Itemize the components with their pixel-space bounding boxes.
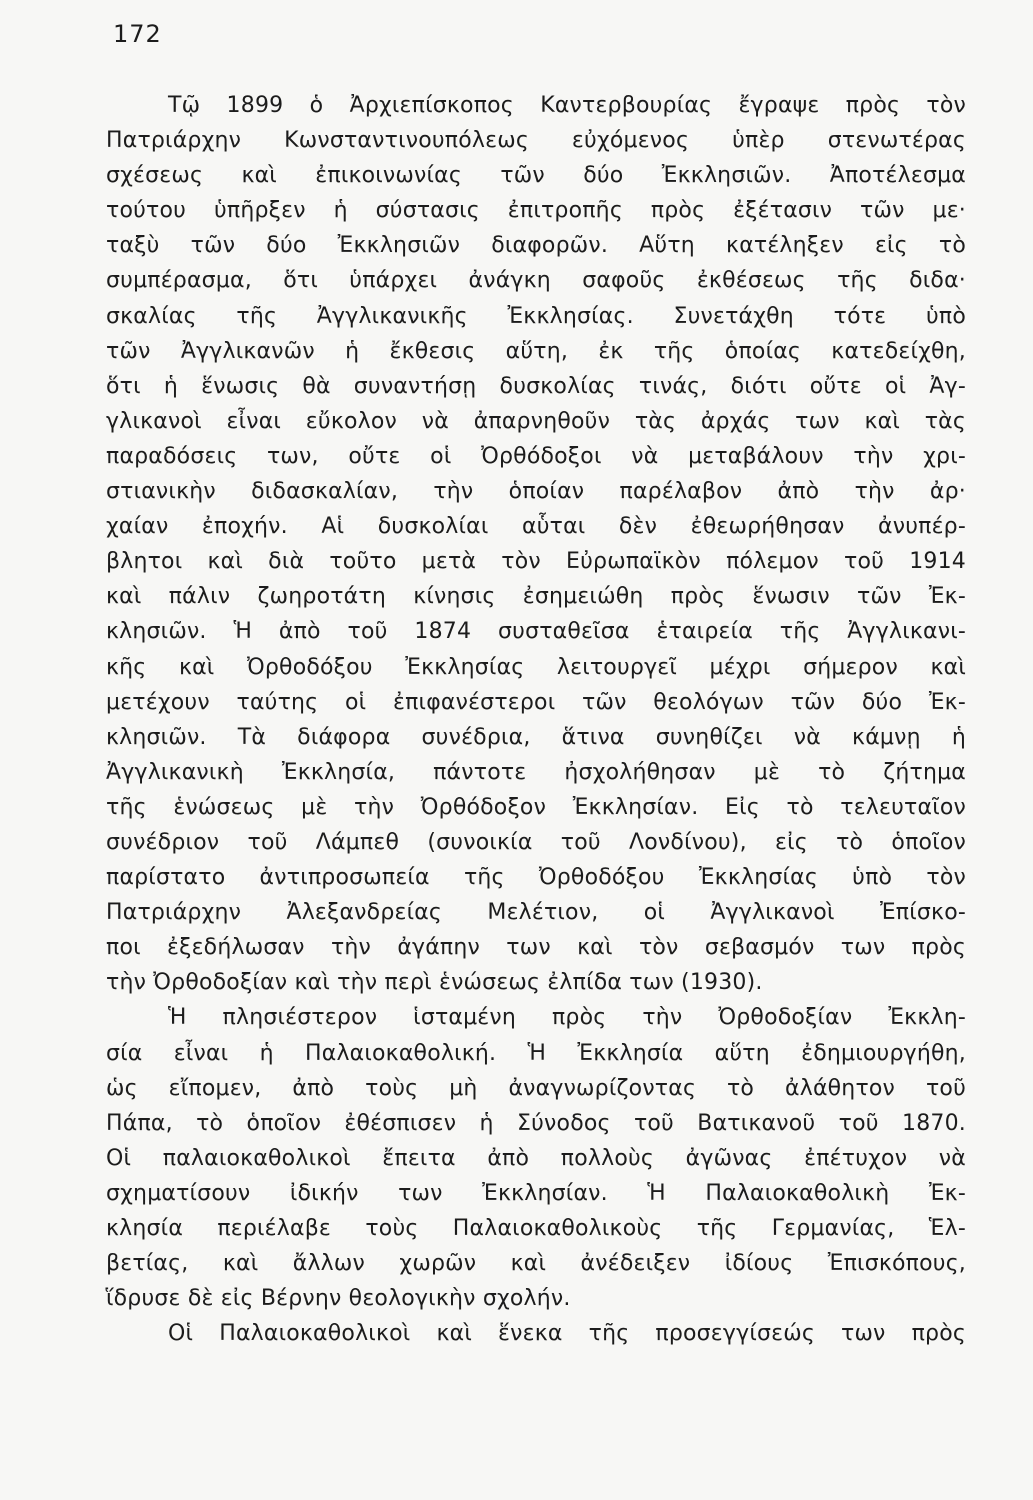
text-line: βλητοι καὶ διὰ τοῦτο μετὰ τὸν Εὐρωπαϊκὸν πόλεμον τοῦ 1914 [106, 549, 966, 575]
text-line: Οἱ παλαιοκαθολικοὶ ἔπειτα ἀπὸ πολλοὺς ἀγῶνας ἐπέτυχον νὰ [106, 1145, 966, 1171]
text-line: Τῷ 1899 ὁ Ἀρχιεπίσκοπος Καντερβουρίας ἔγραψε πρὸς τὸν [168, 93, 966, 118]
text-line: σχηματίσουν ἰδικήν των Ἐκκλησίαν. Ἡ Παλαιοκαθολικὴ Ἐκ- [106, 1180, 966, 1206]
text-line: συμπέρασμα, ὅτι ὑπάρχει ἀνάγκη σαφοῦς ἐκθέσεως τῆς διδα· [106, 268, 966, 294]
text-line: ὡς εἴπομεν, ἀπὸ τοὺς μὴ ἀναγνωρίζοντας τὸ ἀλάθητον τοῦ [106, 1075, 966, 1101]
text-line: σκαλίας τῆς Ἀγγλικανικῆς Ἐκκλησίας. Συνετάχθη τότε ὑπὸ [106, 303, 966, 329]
text-line: κῆς καὶ Ὀρθοδόξου Ἐκκλησίας λειτουργεῖ μέχρι σήμερον καὶ [106, 654, 966, 680]
text-line: χαίαν ἐποχήν. Αἱ δυσκολίαι αὗται δὲν ἐθεωρήθησαν ἀνυπέρ- [106, 514, 966, 540]
text-line: ὅτι ἡ ἕνωσις θὰ συναντήσῃ δυσκολίας τινάς, διότι οὔτε οἱ Ἀγ- [106, 373, 966, 399]
text-line: στιανικὴν διδασκαλίαν, τὴν ὁποίαν παρέλαβον ἀπὸ τὴν ἀρ· [106, 479, 966, 505]
text-line: ποι ἐξεδήλωσαν τὴν ἀγάπην των καὶ τὸν σεβασμόν των πρὸς [106, 935, 966, 961]
text-line: κλησιῶν. Ἡ ἀπὸ τοῦ 1874 συσταθεῖσα ἑταιρεία τῆς Ἀγγλικανι- [106, 619, 966, 645]
text-line: Ἡ πλησιέστερον ἱσταμένη πρὸς τὴν Ὀρθοδοξίαν Ἐκκλη- [168, 1005, 966, 1031]
text-line: τὴν Ὀρθοδοξίαν καὶ τὴν περὶ ἑνώσεως ἐλπίδα των (1930). [106, 970, 763, 996]
body-text [106, 88, 966, 1351]
text-line: σία εἶναι ἡ Παλαιοκαθολική. Ἡ Ἐκκλησία αὕτη ἐδημιουργήθη, [106, 1040, 966, 1066]
text-line: σχέσεως καὶ ἐπικοινωνίας τῶν δύο Ἐκκλησιῶν. Ἀποτέλεσμα [106, 163, 966, 189]
text-line: ταξὺ τῶν δύο Ἐκκλησιῶν διαφορῶν. Αὕτη κατέληξεν εἰς τὸ [106, 233, 966, 259]
text-line: Οἱ Παλαιοκαθολικοὶ καὶ ἕνεκα τῆς προσεγγίσεώς των πρὸς [168, 1321, 966, 1347]
text-line: Ἀγγλικανικὴ Ἐκκλησία, πάντοτε ἠσχολήθησαν μὲ τὸ ζήτημα [106, 759, 966, 785]
text-line: Πάπα, τὸ ὁποῖον ἐθέσπισεν ἡ Σύνοδος τοῦ Βατικανοῦ τοῦ 1870. [106, 1110, 966, 1136]
text-line: Πατριάρχην Ἀλεξανδρείας Μελέτιον, οἱ Ἀγγλικανοὶ Ἐπίσκο- [106, 900, 966, 926]
text-line: Πατριάρχην Κωνσταντινουπόλεως εὐχόμενος ὑπὲρ στενωτέρας [106, 128, 966, 154]
text-line: μετέχουν ταύτης οἱ ἐπιφανέστεροι τῶν θεολόγων τῶν δύο Ἐκ- [106, 689, 966, 715]
text-line: παρίστατο ἀντιπροσωπεία τῆς Ὀρθοδόξου Ἐκκλησίας ὑπὸ τὸν [106, 865, 966, 891]
text-line: βετίας, καὶ ἄλλων χωρῶν καὶ ἀνέδειξεν ἰδίους Ἐπισκόπους, [106, 1251, 966, 1277]
text-line: κλησία περιέλαβε τοὺς Παλαιοκαθολικοὺς τῆς Γερμανίας, Ἑλ- [106, 1216, 966, 1241]
text-line: γλικανοὶ εἶναι εὔκολον νὰ ἀπαρνηθοῦν τὰς ἀρχάς των καὶ τὰς [106, 408, 966, 434]
text-line: συνέδριον τοῦ Λάμπεθ (συνοικία τοῦ Λονδίνου), εἰς τὸ ὁποῖον [106, 829, 966, 855]
text-line: τῶν Ἀγγλικανῶν ἡ ἔκθεσις αὕτη, ἐκ τῆς ὁποίας κατεδείχθη, [106, 338, 966, 364]
text-line: κλησιῶν. Τὰ διάφορα συνέδρια, ἅτινα συνηθίζει νὰ κάμνῃ ἡ [106, 724, 966, 750]
text-line: ἵδρυσε δὲ εἰς Βέρνην θεολογικὴν σχολήν. [106, 1286, 571, 1312]
text-line: τούτου ὑπῆρξεν ἡ σύστασις ἐπιτροπῆς πρὸς ἐξέτασιν τῶν με· [106, 198, 966, 224]
text-line: παραδόσεις των, οὔτε οἱ Ὀρθόδοξοι νὰ μεταβάλουν τὴν χρι- [106, 443, 966, 469]
text-line: καὶ πάλιν ζωηροτάτη κίνησις ἐσημειώθη πρὸς ἕνωσιν τῶν Ἐκ- [106, 584, 966, 610]
page-number: 172 [113, 20, 162, 48]
text-line: τῆς ἑνώσεως μὲ τὴν Ὀρθόδοξον Ἐκκλησίαν. Εἰς τὸ τελευταῖον [106, 794, 966, 820]
